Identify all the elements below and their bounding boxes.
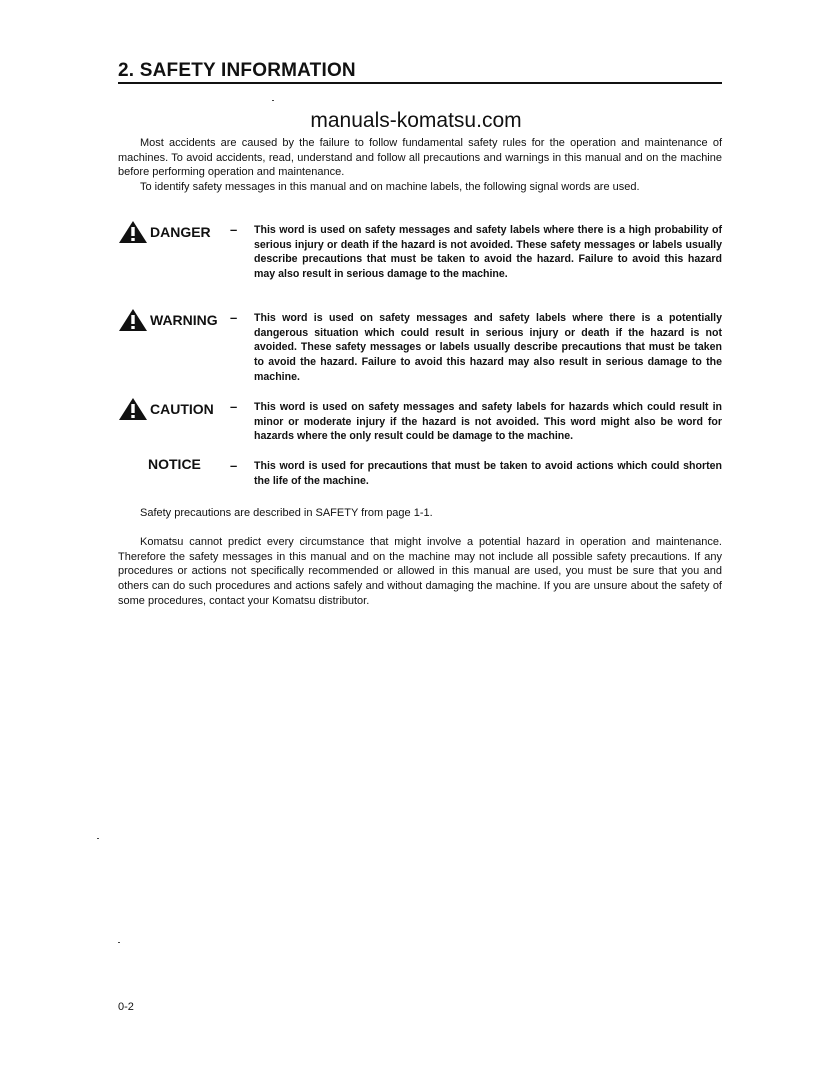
scan-speck [97, 838, 99, 839]
signal-word: WARNING [150, 312, 218, 328]
section-title: 2. SAFETY INFORMATION [118, 60, 356, 84]
section-heading [118, 60, 722, 84]
signal-warning-label [118, 308, 218, 332]
scan-speck [118, 942, 120, 943]
signal-word: DANGER [150, 224, 211, 240]
signal-words-intro: To identify safety messages in this manual and on machine labels, the following signal words are used. [140, 181, 640, 193]
warning-triangle-icon [118, 308, 148, 332]
warning-triangle-icon [118, 220, 148, 244]
dash-separator: – [230, 399, 238, 414]
dash-separator: – [230, 310, 238, 325]
scan-speck [272, 100, 274, 101]
signal-word: NOTICE [148, 456, 201, 472]
signal-danger-label [118, 220, 211, 244]
page-number: 0-2 [118, 1001, 134, 1013]
signal-description: This word is used on safety messages and safety labels for hazards which could result in minor or moderate injury if the hazard is not avoided. This word might also be word for hazards where the only result could be damage to the machine. [254, 401, 722, 443]
signal-notice-label [148, 456, 201, 472]
dash-separator: – [230, 222, 238, 237]
watermark-text: manuals-komatsu.com [310, 109, 522, 132]
signal-description: This word is used on safety messages and safety labels where there is a potentially dangerous situation which could result in serious injury or death if the hazard is not avoided. These safety messages or labels usually describe precautions that must be taken to avoid the hazard. Failure to avoid this hazard may also result in serious damage to the machine. [254, 312, 722, 383]
signal-word: CAUTION [150, 401, 214, 417]
signal-caution-label [118, 397, 214, 421]
warning-triangle-icon [118, 397, 148, 421]
precautions-reference: Safety precautions are described in SAFETY from page 1-1. [140, 507, 433, 519]
closing-paragraph: Komatsu cannot predict every circumstance that might involve a potential hazard in operation and maintenance. Therefore the safety messages in this manual and on the machine may not include all possible safety precautions. If any procedures or actions not specifically recommended or allowed in this manual are used, you must be sure that you and others can do such procedures and actions safely and without damaging the machine. If you are unsure about the safety of some procedures, contact your Komatsu distributor. [118, 536, 722, 607]
signal-description: This word is used for precautions that must be taken to avoid actions which could shorten the life of the machine. [254, 460, 722, 487]
intro-paragraph: Most accidents are caused by the failure to follow fundamental safety rules for the operation and maintenance of machines. To avoid accidents, read, understand and follow all precautions and warnings in this manual and on the machine before performing operation and maintenance. [118, 137, 722, 179]
dash-separator: – [230, 458, 238, 473]
signal-description: This word is used on safety messages and safety labels where there is a high probability of serious injury or death if the hazard is not avoided. These safety messages or labels usually describe precautions that must be taken to avoid the hazard. Failure to avoid this hazard may also result in serious damage to the machine. [254, 224, 722, 281]
